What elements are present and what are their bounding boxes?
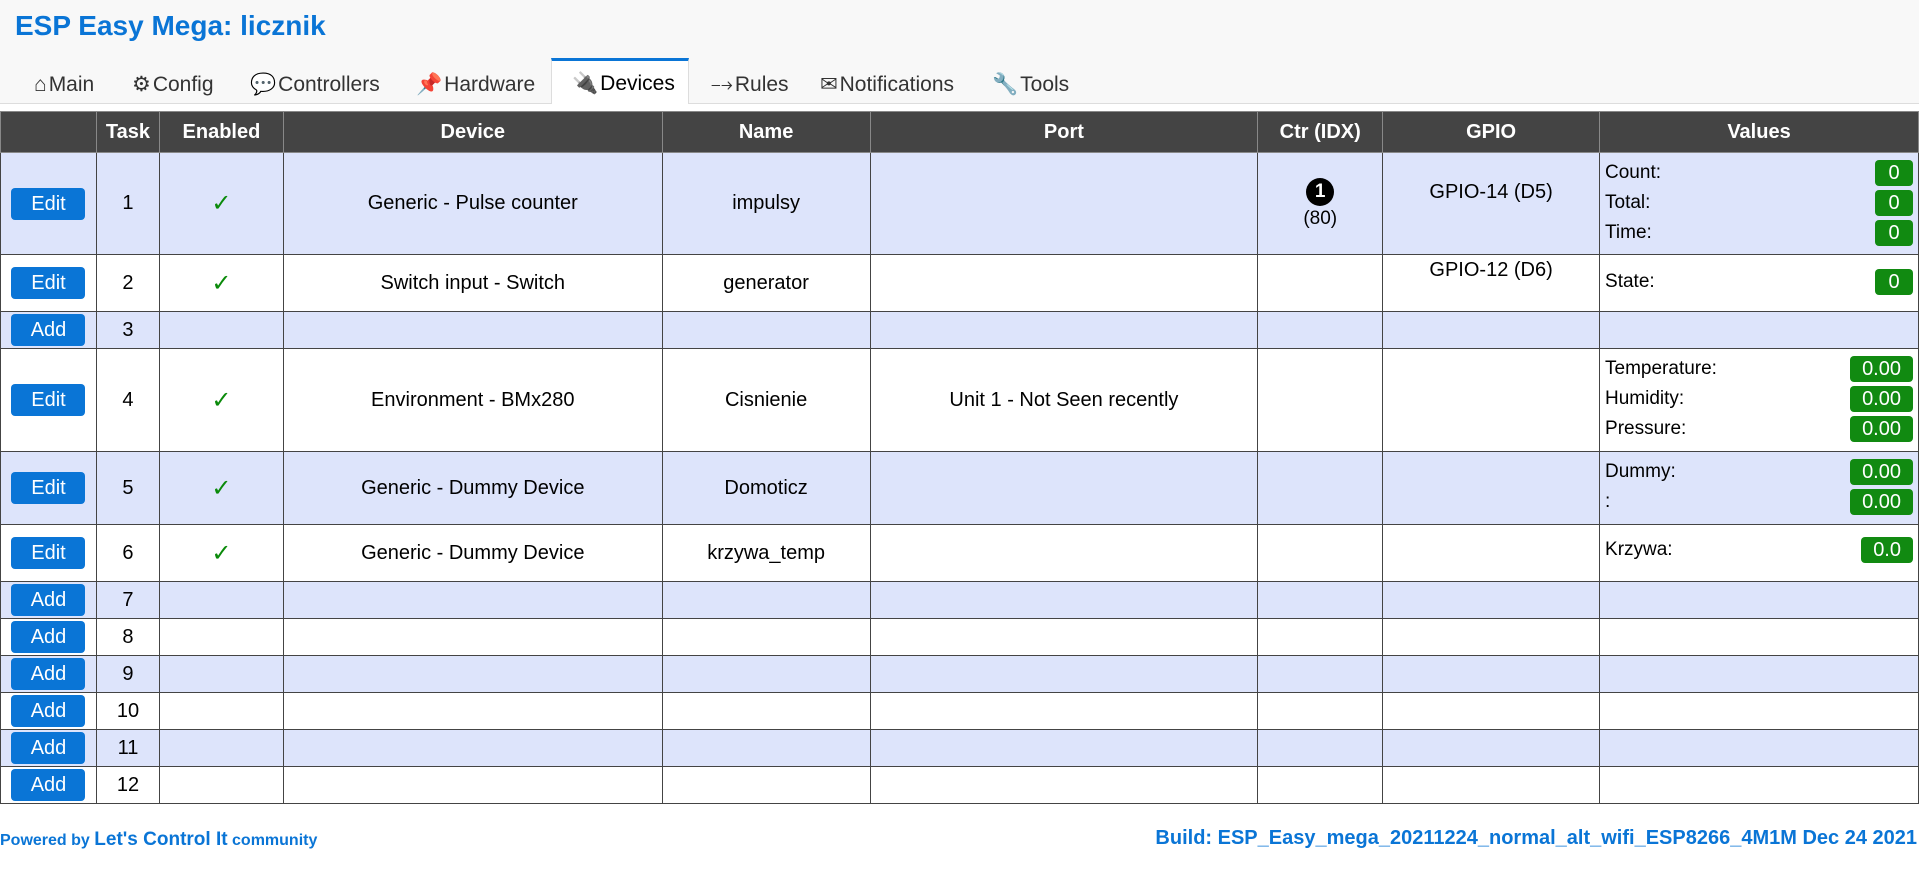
- values-cell: [1600, 452, 1919, 525]
- task-number: 11: [96, 730, 159, 767]
- wrench-icon: 🔧: [992, 73, 1019, 96]
- envelope-icon: ✉: [820, 73, 838, 96]
- device-name: generator: [662, 255, 870, 312]
- page-title: ESP Easy Mega: licznik: [15, 10, 326, 41]
- task-number: 3: [96, 312, 159, 349]
- port: Unit 1 - Not Seen recently: [870, 349, 1258, 452]
- header-actions: [1, 112, 97, 153]
- tab-devices[interactable]: [551, 58, 689, 104]
- device-type: Environment - BMx280: [283, 349, 662, 452]
- table-row: [1, 730, 1919, 767]
- header-device: Device: [283, 112, 662, 153]
- value-label: Pressure:: [1605, 418, 1687, 439]
- device-name: impulsy: [662, 153, 870, 255]
- task-number: 9: [96, 656, 159, 693]
- table-row: [1, 452, 1919, 525]
- value-badge: 0: [1875, 160, 1913, 186]
- enabled-check-icon: ✓: [211, 386, 232, 414]
- value-badge: 0.00: [1850, 356, 1913, 382]
- value-label: Krzywa:: [1605, 539, 1673, 560]
- ctr-idx-cell: [1258, 349, 1383, 452]
- gpio: GPIO-14 (D5): [1383, 153, 1600, 255]
- value-row: [1605, 487, 1913, 517]
- table-header-row: [1, 112, 1919, 153]
- table-row: [1, 693, 1919, 730]
- edit-button[interactable]: Edit: [11, 472, 85, 504]
- pushpin-icon: 📌: [416, 73, 443, 96]
- value-badge: 0: [1875, 190, 1913, 216]
- header-task: Task: [96, 112, 159, 153]
- ctr-idx-cell: [1258, 525, 1383, 582]
- value-badge: 0.00: [1850, 459, 1913, 485]
- value-label: Dummy:: [1605, 461, 1676, 482]
- add-button[interactable]: Add: [11, 769, 85, 801]
- table-row: [1, 153, 1919, 255]
- devices-table: [0, 111, 1919, 804]
- tab-main-label: Main: [48, 73, 95, 96]
- footer-credits: [0, 829, 317, 851]
- edit-button[interactable]: Edit: [11, 537, 85, 569]
- tab-notifications-label: Notifications: [839, 73, 954, 96]
- gpio: GPIO-12 (D6): [1383, 255, 1600, 312]
- value-badge: 0.00: [1850, 386, 1913, 412]
- enabled-check-icon: ✓: [211, 269, 232, 297]
- values-cell: [1600, 153, 1919, 255]
- community-link[interactable]: community: [232, 832, 318, 849]
- value-label: Temperature:: [1605, 358, 1717, 379]
- enabled-check-icon: ✓: [211, 539, 232, 567]
- task-number: 2: [96, 255, 159, 312]
- table-row: [1, 656, 1919, 693]
- tab-config[interactable]: [132, 60, 214, 104]
- value-row: [1605, 414, 1913, 444]
- device-type: Generic - Dummy Device: [283, 452, 662, 525]
- add-button[interactable]: Add: [11, 695, 85, 727]
- value-row: [1605, 384, 1913, 414]
- value-row: [1605, 188, 1913, 218]
- header-port: Port: [870, 112, 1258, 153]
- values-cell: [1600, 255, 1919, 312]
- device-name: krzywa_temp: [662, 525, 870, 582]
- plug-icon: 🔌: [572, 72, 599, 95]
- value-badge: 0.0: [1861, 537, 1913, 563]
- table-row: [1, 767, 1919, 804]
- tab-main[interactable]: [34, 60, 94, 104]
- table-row: [1, 582, 1919, 619]
- value-label: Total:: [1605, 192, 1651, 213]
- value-badge: 0: [1875, 269, 1913, 295]
- ctr-idx-cell: [1258, 255, 1383, 312]
- tab-tools-label: Tools: [1020, 73, 1070, 96]
- value-badge: 0.00: [1850, 416, 1913, 442]
- lci-link[interactable]: Let's Control It: [94, 829, 228, 850]
- tab-controllers-label: Controllers: [278, 73, 380, 96]
- value-row: [1605, 535, 1913, 565]
- ctr-idx-cell: [1258, 452, 1383, 525]
- header-ctr-idx: Ctr (IDX): [1258, 112, 1383, 153]
- edit-button[interactable]: Edit: [11, 384, 85, 416]
- table-row: [1, 525, 1919, 582]
- value-label: :: [1605, 491, 1611, 512]
- values-cell: [1600, 349, 1919, 452]
- task-number: 5: [96, 452, 159, 525]
- add-button[interactable]: Add: [11, 314, 85, 346]
- value-row: [1605, 158, 1913, 188]
- add-button[interactable]: Add: [11, 621, 85, 653]
- home-icon: ⌂: [34, 73, 47, 96]
- tab-rules[interactable]: [711, 60, 789, 104]
- header-bar: [0, 0, 1919, 104]
- value-row: [1605, 354, 1913, 384]
- values-cell: [1600, 525, 1919, 582]
- value-badge: 0: [1875, 220, 1913, 246]
- table-row: [1, 312, 1919, 349]
- value-label: Humidity:: [1605, 388, 1685, 409]
- task-number: 1: [96, 153, 159, 255]
- build-info: Build: ESP_Easy_mega_20211224_normal_alt_wifi_ESP8266_4M1M Dec 24 2021: [1155, 827, 1917, 849]
- task-number: 10: [96, 693, 159, 730]
- device-type: Switch input - Switch: [283, 255, 662, 312]
- idx-value: (80): [1303, 207, 1338, 229]
- value-badge: 0.00: [1850, 489, 1913, 515]
- value-label: Time:: [1605, 222, 1652, 243]
- tab-rules-label: Rules: [734, 73, 789, 96]
- port: [870, 153, 1258, 255]
- task-number: 8: [96, 619, 159, 656]
- gear-icon: ⚙: [132, 73, 151, 96]
- tab-hardware[interactable]: [416, 60, 535, 104]
- table-row: [1, 255, 1919, 312]
- value-label: Count:: [1605, 162, 1661, 183]
- port: [870, 525, 1258, 582]
- task-number: 7: [96, 582, 159, 619]
- device-name: Cisnienie: [662, 349, 870, 452]
- task-number: 12: [96, 767, 159, 804]
- tab-controllers[interactable]: [250, 60, 380, 104]
- enabled-check-icon: ✓: [211, 474, 232, 502]
- gpio: [1383, 452, 1600, 525]
- header-enabled: Enabled: [159, 112, 283, 153]
- table-row: [1, 349, 1919, 452]
- device-name: Domoticz: [662, 452, 870, 525]
- header-name: Name: [662, 112, 870, 153]
- device-type: Generic - Pulse counter: [283, 153, 662, 255]
- add-button[interactable]: Add: [11, 658, 85, 690]
- arrow-icon: ⤍: [711, 73, 733, 96]
- speech-bubble-icon: 💬: [250, 73, 277, 96]
- tab-config-label: Config: [152, 73, 214, 96]
- port: [870, 452, 1258, 525]
- controller-1-icon: 1: [1306, 178, 1334, 206]
- add-button[interactable]: Add: [11, 732, 85, 764]
- gpio: [1383, 349, 1600, 452]
- port: [870, 255, 1258, 312]
- powered-by-text: Powered by: [0, 832, 90, 849]
- value-row: [1605, 457, 1913, 487]
- device-type: Generic - Dummy Device: [283, 525, 662, 582]
- task-number: 6: [96, 525, 159, 582]
- task-number: 4: [96, 349, 159, 452]
- value-row: [1605, 267, 1913, 297]
- table-row: [1, 619, 1919, 656]
- add-button[interactable]: Add: [11, 584, 85, 616]
- header-gpio: GPIO: [1383, 112, 1600, 153]
- tab-hardware-label: Hardware: [444, 73, 536, 96]
- ctr-idx-cell: [1258, 153, 1383, 255]
- header-values: Values: [1600, 112, 1919, 153]
- enabled-check-icon: ✓: [211, 190, 232, 217]
- tab-devices-label: Devices: [600, 72, 675, 95]
- value-row: [1605, 218, 1913, 248]
- tab-notifications[interactable]: [820, 60, 954, 104]
- edit-button[interactable]: Edit: [11, 267, 85, 299]
- value-label: State:: [1605, 271, 1655, 292]
- tab-tools[interactable]: [992, 60, 1069, 104]
- edit-button[interactable]: Edit: [11, 188, 85, 220]
- gpio: [1383, 525, 1600, 582]
